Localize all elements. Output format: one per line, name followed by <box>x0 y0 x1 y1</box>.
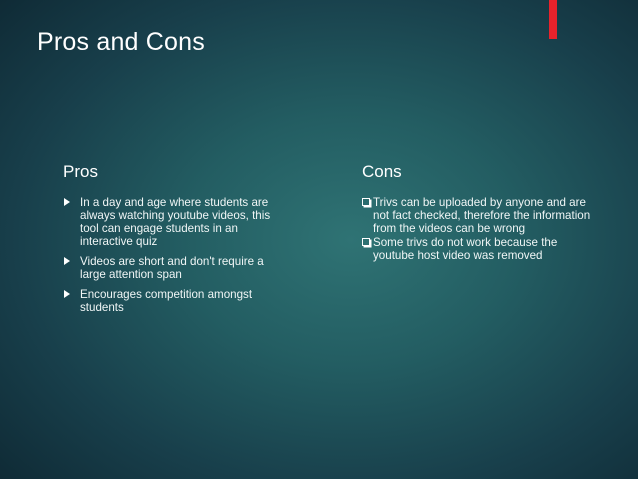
checkbox-bullet-icon <box>362 198 370 206</box>
pros-item-text: In a day and age where students are always watching youtube videos, this tool can engage students in an interactive quiz <box>80 196 271 248</box>
list-item <box>63 288 283 314</box>
list-item <box>63 196 283 248</box>
triangle-bullet-icon <box>64 198 70 206</box>
list-item <box>362 196 592 235</box>
pros-item-text: Videos are short and don't require a large attention span <box>80 255 264 281</box>
checkbox-bullet-icon <box>362 238 370 246</box>
pros-list <box>63 196 283 314</box>
pros-item-text: Encourages competition amongst students <box>80 288 253 314</box>
accent-bar <box>549 0 557 39</box>
pros-heading: Pros <box>63 162 98 181</box>
cons-item-text: Trivs can be uploaded by anyone and are not fact checked, therefore the information from the videos can be wrong <box>373 196 591 235</box>
triangle-bullet-icon <box>64 290 70 298</box>
cons-list <box>362 196 592 262</box>
triangle-bullet-icon <box>64 257 70 265</box>
cons-heading: Cons <box>362 162 402 181</box>
pros-column <box>63 162 283 321</box>
slide-title: Pros and Cons <box>37 28 205 56</box>
list-item <box>63 255 283 281</box>
list-item <box>362 236 592 262</box>
cons-column <box>362 162 592 263</box>
cons-item-text: Some trivs do not work because the youtube host video was removed <box>373 236 558 262</box>
